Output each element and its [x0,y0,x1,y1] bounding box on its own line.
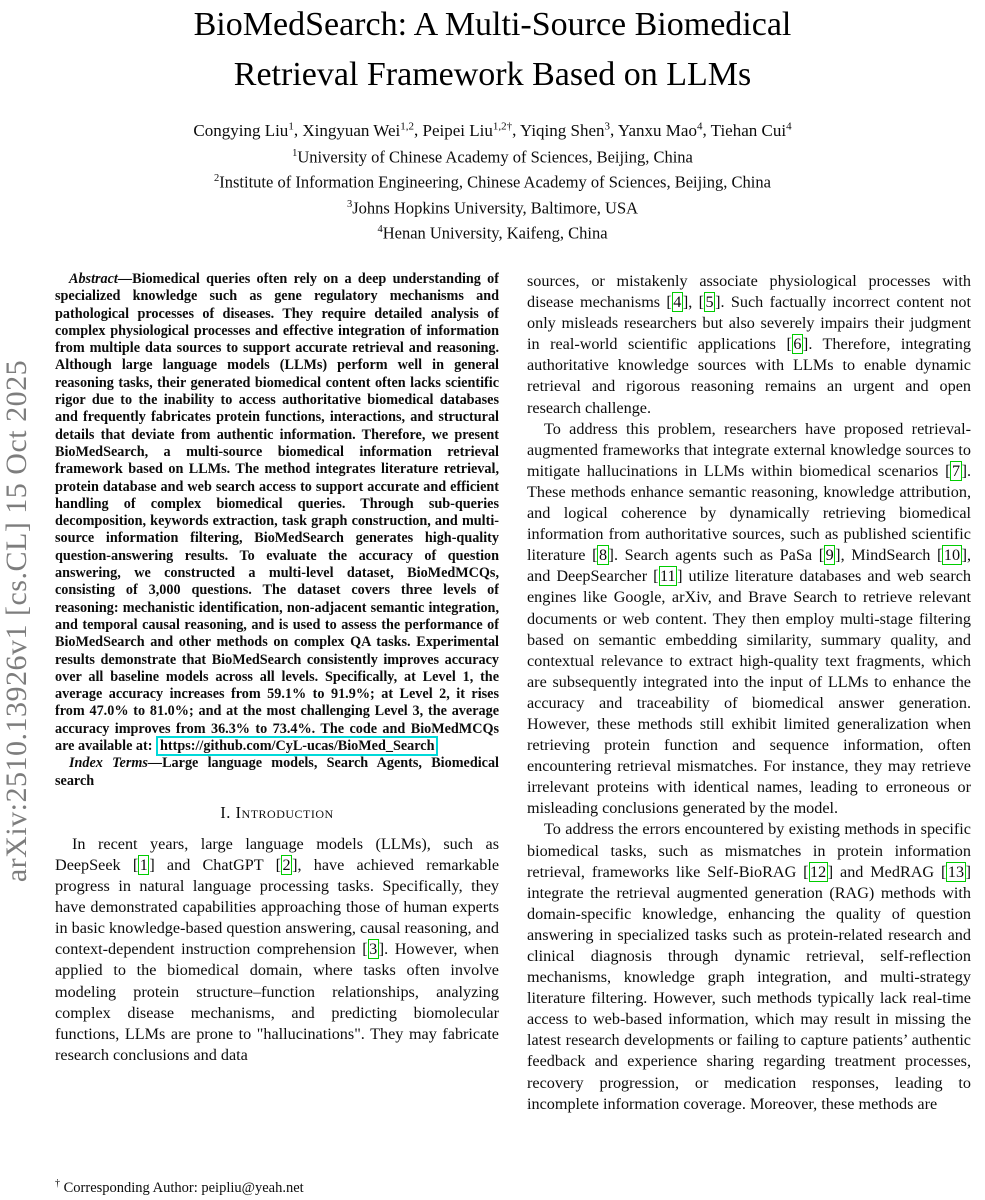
affiliation: $^4$Henan University, Kaifeng, China [377,223,608,243]
abstract [55,271,499,755]
paper-title-line2: Retrieval Framework Based on LLMs [233,56,752,93]
citation-ref[interactable]: 5 [705,293,714,312]
abstract-text: Biomedical queries often rely on a deep understanding of specialized knowledge such as gene regulatory mechanisms and pathological processes of diseases. They require detailed analysis of complex physiological processes and effective integration of information from multiple data sources to support accurate retrieval and reasoning. Although large language models (LLMs) perform well in general reasoning tasks, their generated biomedical content often lacks scientific rigor due to the inability to access authoritative biomedical databases and frequently fabricates protein functions, interactions, and structural details that deviate from authentic information. Therefore, we present BioMedSearch, a multi-source biomedical information retrieval framework based on LLMs. The method integrates literature retrieval, protein database and web search access to support accurate and efficient handling of complex biomedical queries. Through sub-queries decomposition, keywords extraction, task graph construction, and multi-source information filtering, BioMedSearch generates high-quality question-answering results. To evaluate the accuracy of question answering, we constructed a multi-level dataset, BioMedMCQs, consisting of 3,000 questions. The dataset covers three levels of reasoning: mechanistic identification, non-adjacent semantic integration, and temporal causal reasoning, and is used to assess the performance of BioMedSearch and other methods on complex QA tasks. Experimental results demonstrate that BioMedSearch consistently improves accuracy over all baseline models across all levels. Specifically, at Level 1, the average accuracy increases from 59.1% to 91.9%; at Level 2, it rises from 47.0% to 81.0%; and at the most challenging Level 3, the average accuracy improves from 36.3% to 73.4%. The code and BioMedMCQs are available at: [55,271,499,755]
abstract-label: Abstract— [69,271,133,287]
citation-ref[interactable]: 8 [598,546,608,565]
author-name: Yiqing Shen$^3$ [520,120,611,140]
paper-header [0,0,985,245]
index-terms [55,755,499,790]
author-name: Xingyuan Wei$^{1,2}$ [302,120,415,140]
intro-paragraph-1: In recent years, large language models (LLMs), such as DeepSeek [1] and ChatGPT [2], have achieved remarkable progress in natural language processing tasks. Specifically, they have demonstrated capabilities approaching those of human experts in basic knowledge-based question answering, causal reasoning, and context-dependent instruction comprehension [3]. However, when applied to the biomedical domain, where tasks often involve modeling protein structure–function relationships, analyzing complex disease mechanisms, and predicting biomolecular functions, LLMs are prone to "hallucinations". They may fabricate research conclusions and data [55,834,499,1064]
author-name: Congying Liu$^1$ [193,120,294,140]
intro-paragraph-2: To address this problem, researchers have proposed retrieval-augmented frameworks that integrate external knowledge sources to mitigate hallucinations in LLMs within biomedical scenarios [7]. These methods enhance semantic reasoning, knowledge attribution, and logical coherence by dynamically retrieving biomedical information from authoritative sources, such as published scientific literature [8]. Search agents such as PaSa [9], MindSearch [10], and DeepSearcher [11] utilize literature databases and web search engines like Google, arXiv, and Brave Search to retrieve relevant documents or web content. They then employ multi-stage filtering based on semantic embedding similarity, summary quality, and contextual relevance to extract high-quality text fragments, which are subsequently integrated into the input of LLMs to enhance the accuracy and traceability of biomedical answer generation. However, these methods still exhibit limited generalization when retrieving protein function and sequence information, often encountering retrieval mismatches. For instance, they may retrieve irrelevant proteins with identical names, leading to erroneous or misleading conclusions generated by the model. [527,419,971,818]
citation-ref[interactable]: 6 [793,335,802,354]
author-name: Tiehan Cui$^4$ [710,120,792,140]
paper-title [0,0,985,100]
author-name: Peipei Liu$^{1,2\dagger}$ [422,120,513,140]
intro-paragraph-1-continued: sources, or mistakenly associate physiological processes with disease mechanisms [4], [5]. Such factually incorrect content not only misleads researchers but also severely impairs their judgment in real-world scientific applications [6]. Therefore, integrating authoritative knowledge sources with LLMs to enable dynamic retrieval and rigorous reasoning remains an urgent and open research challenge. [527,272,971,417]
citation-ref[interactable]: 3 [369,940,378,959]
citation-ref[interactable]: 10 [943,546,961,565]
affiliation: $^1$University of Chinese Academy of Sciences, Beijing, China [292,147,693,167]
author-name: Yanxu Mao$^4$ [617,120,703,140]
section-heading-introduction: I. Introduction [220,802,334,822]
citation-ref[interactable]: 11 [660,567,676,586]
index-terms-label: Index Terms— [69,755,163,772]
citation-ref[interactable]: 9 [825,546,834,565]
author-list: Congying Liu$^1$, Xingyuan Wei$^{1,2}$, Peipei Liu$^{1,2\dagger}$, Yiqing Shen$^3$, Yanxu Mao$^4$, Tiehan Cui$^4$ [193,120,792,140]
citation-ref[interactable]: 13 [947,862,965,881]
citation-ref[interactable]: 2 [282,856,291,874]
citation-ref[interactable]: 12 [810,862,827,881]
affiliation: $^3$Johns Hopkins University, Baltimore, USA [346,198,639,218]
citation-ref[interactable]: 7 [951,461,961,480]
index-terms-text: Large language models, Search Agents, Biomedical search [55,755,499,789]
corresponding-author-footnote [55,1178,499,1197]
arxiv-watermark: arXiv:2510.13926v1 [cs.CL] 15 Oct 2025 [0,359,33,883]
dagger-symbol: † [55,1178,60,1189]
left-column [55,271,499,1157]
affiliation: $^2$Institute of Information Engineering, Chinese Academy of Sciences, Beijing, China [214,172,771,192]
affiliation-list [0,143,985,245]
footnote-text: Corresponding Author: peipliu@yeah.net [63,1179,304,1196]
github-link[interactable]: https://github.com/CyL-ucas/BioMed_Search [156,736,438,756]
citation-ref[interactable]: 4 [673,293,682,312]
intro-paragraph-3: To address the errors encountered by existing methods in specific biomedical tasks, such as mismatches in protein information retrieval, frameworks like Self-BioRAG [12] and MedRAG [13] integrate the retrieval augmented generation (RAG) methods with domain-specific knowledge, enhancing the quality of question answering in specialized tasks such as protein-related research and clinical diagnosis through dynamic retrieval, self-reflection mechanisms, knowledge graph integration, and multi-strategy literature filtering. However, such methods typically lack real-time access to web-based information, which may result in missing the latest research developments or failing to capture patients’ authentic feedback and experience sharing regarding treatment processes, recovery progression, or medication responses, leading to incomplete information coverage. Moreover, these methods are [527,820,971,1113]
citation-ref[interactable]: 1 [139,856,148,874]
paper-title-line1: BioMedSearch: A Multi-Source Biomedical [193,6,792,43]
right-column [527,271,971,1200]
